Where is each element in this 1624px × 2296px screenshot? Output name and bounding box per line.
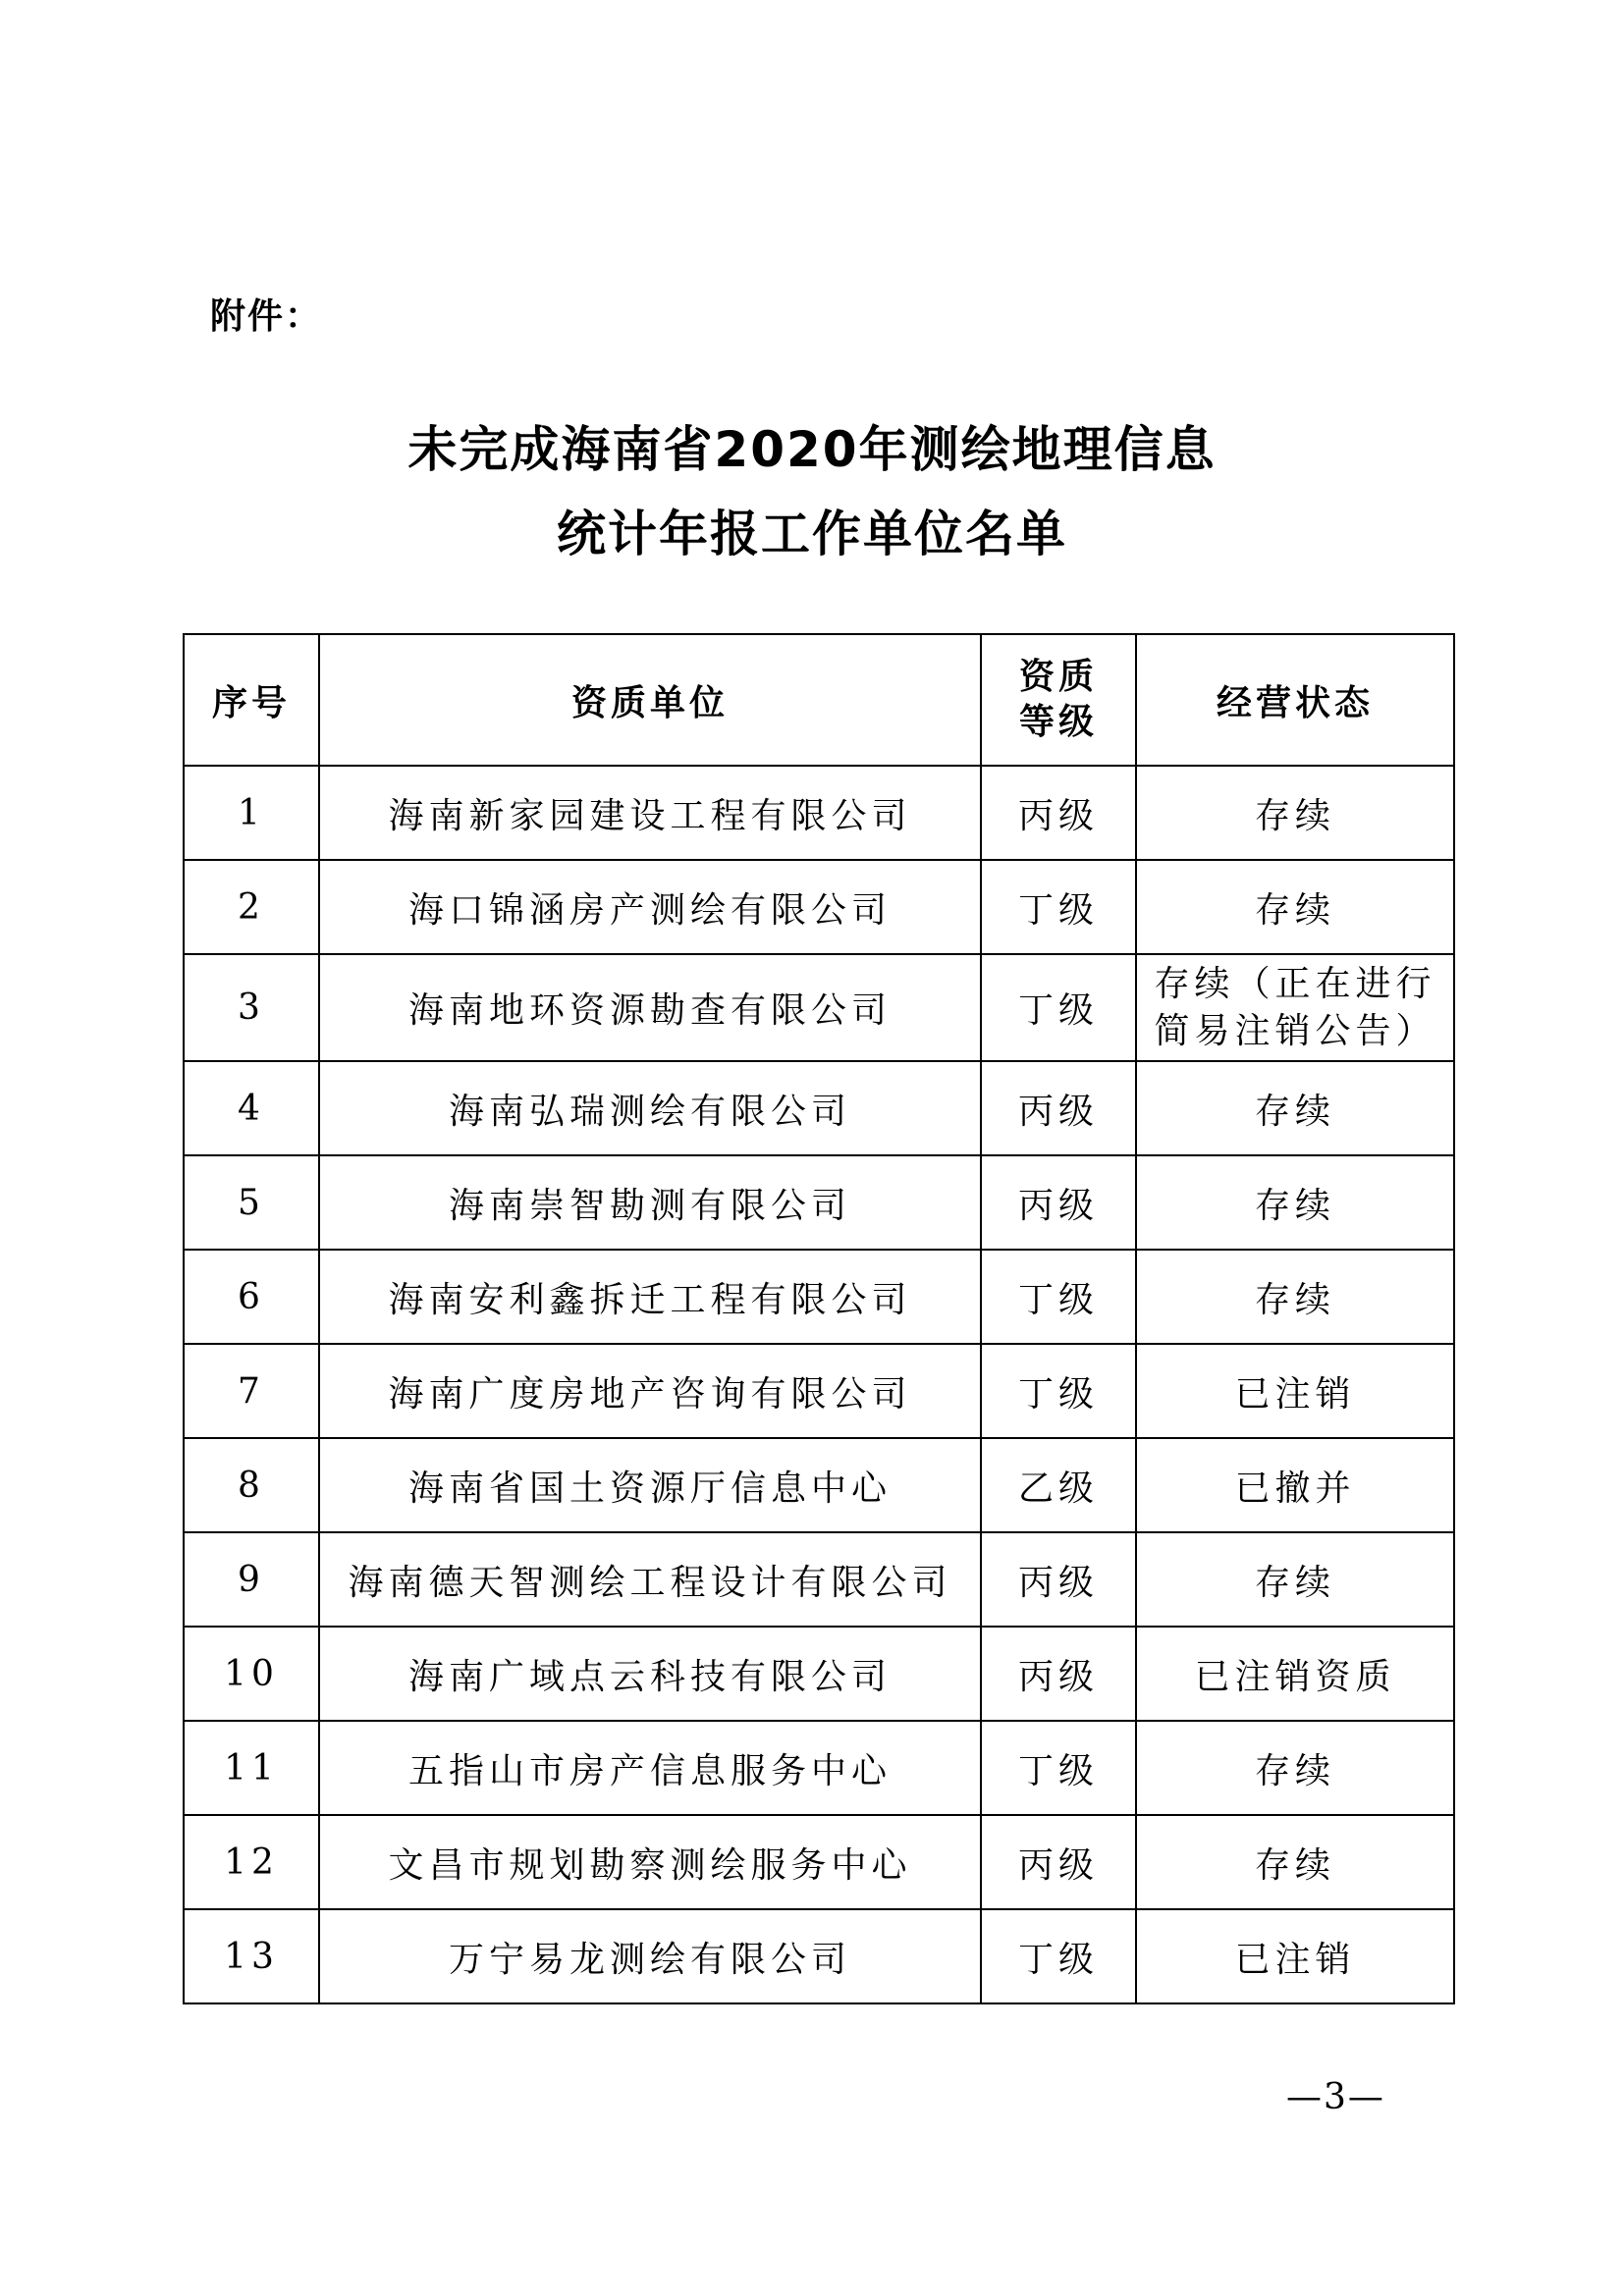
row-status-line-1: 存续（正在进行 <box>1154 963 1436 1004</box>
row-grade: 丙级 <box>981 1532 1136 1627</box>
table-row <box>184 1721 1454 1815</box>
table-row <box>184 1344 1454 1438</box>
header-unit: 资质单位 <box>319 634 981 766</box>
row-status: 已注销资质 <box>1136 1627 1454 1721</box>
row-status: 存续 <box>1136 766 1454 860</box>
row-number: 12 <box>184 1815 319 1909</box>
row-status-line-2: 简易注销公告） <box>1154 1010 1436 1051</box>
row-status: 存续 <box>1136 860 1454 954</box>
row-unit: 海南新家园建设工程有限公司 <box>319 766 981 860</box>
row-grade: 丁级 <box>981 954 1136 1061</box>
page-number: —3— <box>1286 2077 1385 2117</box>
table-row <box>184 954 1454 1061</box>
row-grade: 丁级 <box>981 1250 1136 1344</box>
row-grade: 丙级 <box>981 1627 1136 1721</box>
row-unit: 海南省国土资源厅信息中心 <box>319 1438 981 1532</box>
table-row <box>184 1250 1454 1344</box>
row-grade: 丁级 <box>981 860 1136 954</box>
table-row <box>184 860 1454 954</box>
attachment-label: 附件： <box>210 296 323 337</box>
row-grade: 丁级 <box>981 1909 1136 2003</box>
row-number: 3 <box>184 954 319 1061</box>
row-unit: 万宁易龙测绘有限公司 <box>319 1909 981 2003</box>
title-line-1: 未完成海南省2020年测绘地理信息 <box>407 421 1217 478</box>
row-unit: 海南广域点云科技有限公司 <box>319 1627 981 1721</box>
row-unit: 五指山市房产信息服务中心 <box>319 1721 981 1815</box>
row-status <box>1136 954 1454 1061</box>
row-number: 2 <box>184 860 319 954</box>
row-number: 6 <box>184 1250 319 1344</box>
row-unit: 海南广度房地产咨询有限公司 <box>319 1344 981 1438</box>
row-status: 存续 <box>1136 1815 1454 1909</box>
row-grade: 丁级 <box>981 1344 1136 1438</box>
row-grade: 丙级 <box>981 1061 1136 1155</box>
title-line-2: 统计年报工作单位名单 <box>557 506 1067 562</box>
row-grade: 丙级 <box>981 1155 1136 1250</box>
row-status: 已撤并 <box>1136 1438 1454 1532</box>
table-row <box>184 1061 1454 1155</box>
row-status: 存续 <box>1136 1721 1454 1815</box>
row-number: 7 <box>184 1344 319 1438</box>
table-row <box>184 1532 1454 1627</box>
table-row <box>184 1815 1454 1909</box>
header-index: 序号 <box>184 634 319 766</box>
table-row <box>184 766 1454 860</box>
row-grade: 乙级 <box>981 1438 1136 1532</box>
table-row <box>184 1438 1454 1532</box>
row-unit: 海南弘瑞测绘有限公司 <box>319 1061 981 1155</box>
row-number: 8 <box>184 1438 319 1532</box>
table-row <box>184 1627 1454 1721</box>
row-number: 5 <box>184 1155 319 1250</box>
row-number: 11 <box>184 1721 319 1815</box>
table-row <box>184 1155 1454 1250</box>
row-number: 1 <box>184 766 319 860</box>
row-grade: 丙级 <box>981 1815 1136 1909</box>
row-unit: 海南安利鑫拆迁工程有限公司 <box>319 1250 981 1344</box>
table-row <box>184 1909 1454 2003</box>
table-header-row <box>184 634 1454 766</box>
row-status: 已注销 <box>1136 1909 1454 2003</box>
row-number: 13 <box>184 1909 319 2003</box>
row-status: 存续 <box>1136 1250 1454 1344</box>
unit-roster-table <box>183 633 1455 2004</box>
row-number: 4 <box>184 1061 319 1155</box>
row-grade: 丙级 <box>981 766 1136 860</box>
header-grade-line-1: 资质 <box>1018 657 1098 697</box>
row-unit: 文昌市规划勘察测绘服务中心 <box>319 1815 981 1909</box>
row-unit: 海口锦涵房产测绘有限公司 <box>319 860 981 954</box>
row-status: 已注销 <box>1136 1344 1454 1438</box>
row-number: 9 <box>184 1532 319 1627</box>
header-grade <box>981 634 1136 766</box>
row-status: 存续 <box>1136 1155 1454 1250</box>
header-grade-line-2: 等级 <box>1018 702 1098 742</box>
row-unit: 海南崇智勘测有限公司 <box>319 1155 981 1250</box>
header-status: 经营状态 <box>1136 634 1454 766</box>
document-title <box>0 407 1624 576</box>
row-status: 存续 <box>1136 1532 1454 1627</box>
row-status: 存续 <box>1136 1061 1454 1155</box>
row-unit: 海南地环资源勘查有限公司 <box>319 954 981 1061</box>
row-unit: 海南德天智测绘工程设计有限公司 <box>319 1532 981 1627</box>
row-grade: 丁级 <box>981 1721 1136 1815</box>
row-number: 10 <box>184 1627 319 1721</box>
